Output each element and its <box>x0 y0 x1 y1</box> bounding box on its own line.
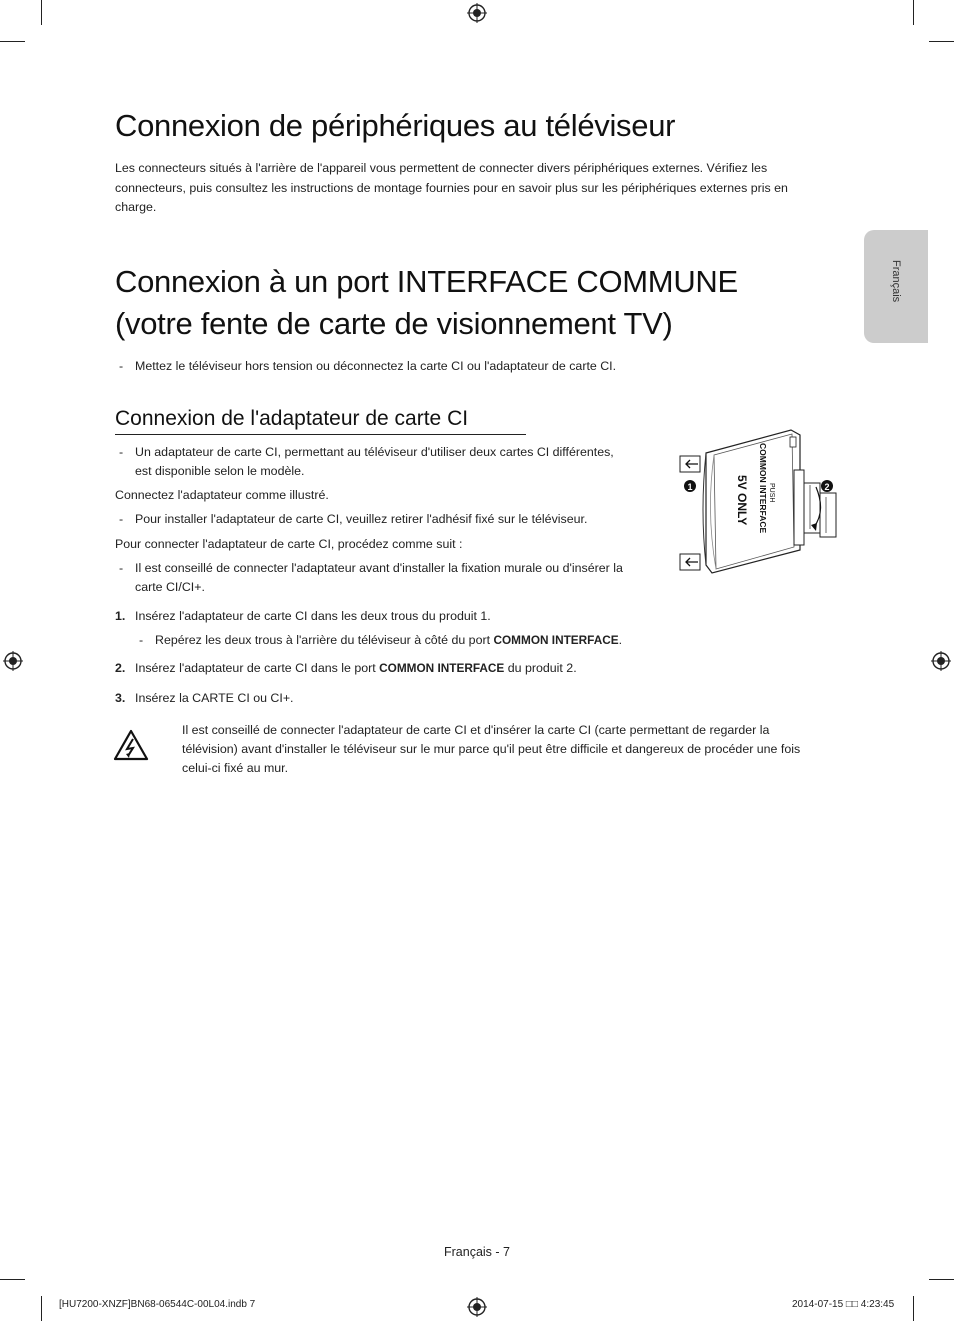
note-wall-line2: carte CI/CI+. <box>135 580 205 594</box>
bullet-dash: - <box>119 512 124 526</box>
intro-paragraph: Les connecteurs situés à l'arrière de l'appareil vous permettent de connecter divers périphériques externes. Vérifiez les connecteurs, puis consultez les instructions de montage fournies pour en savoir plus sur les périphériques externes pris en charge. <box>115 161 788 214</box>
language-tab-label: Français <box>890 260 902 303</box>
callout-2: 2 <box>824 482 830 492</box>
registration-mark-icon <box>3 651 23 671</box>
label-push: PUSH <box>768 483 775 503</box>
crop-mark <box>0 41 25 42</box>
crop-mark <box>913 0 914 25</box>
step-number: 2. <box>115 661 126 675</box>
crop-mark <box>41 1296 42 1321</box>
note-adapter-line2: est disponible selon le modèle. <box>135 464 305 478</box>
crop-mark <box>929 41 954 42</box>
connect-as-shown: Connectez l'adaptateur comme illustré. <box>115 488 329 502</box>
port-label: COMMON INTERFACE <box>379 661 505 675</box>
step-1-text: Insérez l'adaptateur de carte CI dans les deux trous du produit 1. <box>135 609 491 623</box>
page-title: Connexion de périphériques au téléviseur <box>115 108 676 143</box>
language-tab <box>864 230 928 343</box>
bullet-dash: - <box>119 561 124 575</box>
subsection-underline <box>115 434 526 435</box>
warning-line2: télévision) avant d'installer le téléviseur sur le mur parce qu'il peut être difficile et dangereux de procéder une fois <box>182 742 801 756</box>
callout-1: 1 <box>687 482 693 492</box>
subsection-title: Connexion de l'adaptateur de carte CI <box>115 407 469 430</box>
crop-mark <box>0 1279 25 1280</box>
note-adhesive: Pour installer l'adaptateur de carte CI, veuillez retirer l'adhésif fixé sur le téléviseur. <box>135 512 588 526</box>
note-adapter-line1: Un adaptateur de carte CI, permettant au téléviseur d'utiliser deux cartes CI différentes, <box>135 445 614 459</box>
warning-line3: celui-ci fixé au mur. <box>182 761 289 775</box>
bullet-dash: - <box>139 633 144 647</box>
port-label: COMMON INTERFACE <box>493 633 619 647</box>
registration-mark-icon <box>467 3 487 23</box>
bullet-dash: - <box>119 359 124 373</box>
registration-mark-icon <box>467 1297 487 1317</box>
step-number: 1. <box>115 609 126 623</box>
footer-datetime: 2014-07-15 □□ 4:23:45 <box>792 1299 895 1310</box>
registration-mark-icon <box>931 651 951 671</box>
bullet-dash: - <box>119 445 124 459</box>
label-common-interface: COMMON INTERFACE <box>758 443 768 534</box>
label-5v-only: 5V ONLY <box>735 475 749 526</box>
footer-filename: [HU7200-XNZF]BN68-06544C-00L04.indb 7 <box>59 1299 256 1310</box>
procedure-intro: Pour connecter l'adaptateur de carte CI, procédez comme suit : <box>115 537 463 551</box>
section-title-line1: Connexion à un port INTERFACE COMMUNE <box>115 264 738 299</box>
warning-line1: Il est conseillé de connecter l'adaptateur de carte CI et d'insérer la carte CI (carte permettant de regarder la <box>182 723 770 737</box>
crop-mark <box>913 1296 914 1321</box>
warning-icon <box>113 729 149 761</box>
step-2-text: Insérez l'adaptateur de carte CI dans le port COMMON INTERFACE du produit 2. <box>135 661 577 675</box>
substep-text: Repérez les deux trous à l'arrière du téléviseur à côté du port COMMON INTERFACE. <box>155 633 623 647</box>
note-wall-line1: Il est conseillé de connecter l'adaptateur avant d'installer la fixation murale ou d'insérer la <box>135 561 623 575</box>
crop-mark <box>41 0 42 25</box>
step-3-text: Insérez la CARTE CI ou CI+. <box>135 691 294 705</box>
note-power-off: Mettez le téléviseur hors tension ou déconnectez la carte CI ou l'adaptateur de carte CI. <box>135 359 617 373</box>
crop-mark <box>929 1279 954 1280</box>
section-title-line2: (votre fente de carte de visionnement TV) <box>115 306 673 341</box>
step-number: 3. <box>115 691 126 705</box>
ci-adapter-diagram <box>676 425 842 577</box>
page-number: Français - 7 <box>444 1245 510 1259</box>
